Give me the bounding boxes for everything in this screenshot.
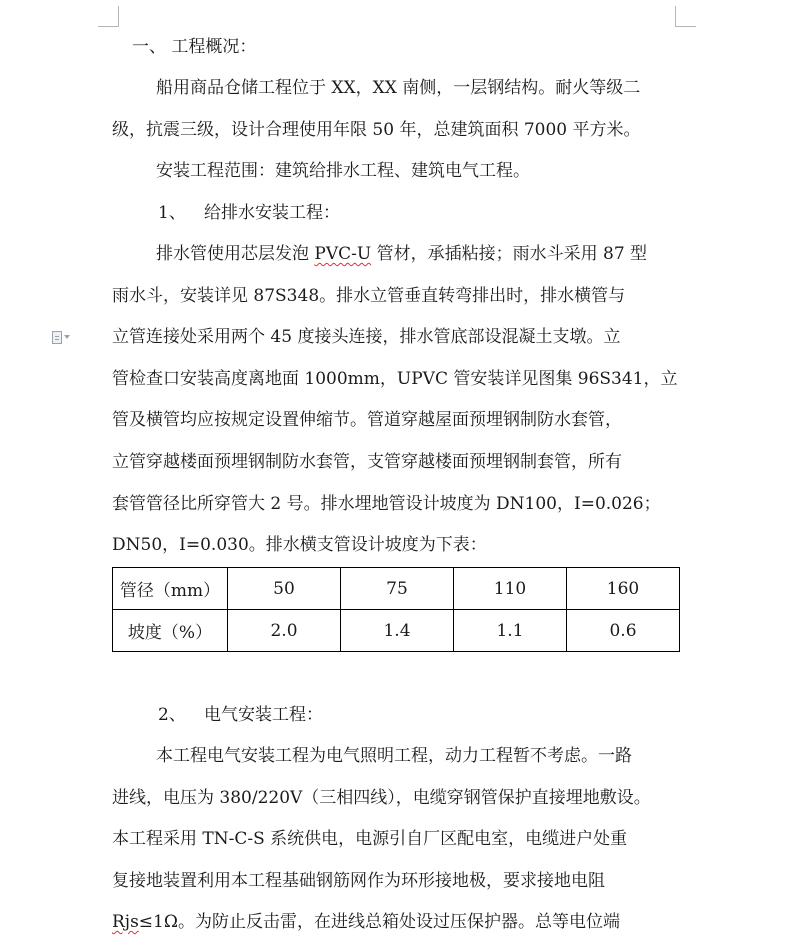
paragraph-line: 安装工程范围：建筑给排水工程、建筑电气工程。	[156, 161, 530, 181]
paragraph-line: 船用商品仓储工程位于 XX，XX 南侧，一层钢结构。耐火等级二	[156, 78, 641, 98]
table-cell: 坡度（%）	[113, 610, 228, 652]
paragraph-line: 本工程电气安装工程为电气照明工程，动力工程暂不考虑。一路	[156, 746, 632, 766]
subsection-number: 1、	[158, 203, 186, 223]
table-cell: 2.0	[228, 610, 341, 652]
table-cell: 50	[228, 568, 341, 610]
paragraph-line: Rjs≤1Ω。为防止反击雷，在进线总箱处设过压保护器。总等电位端	[112, 912, 620, 932]
table-cell: 160	[567, 568, 680, 610]
spellcheck-underlined-word: Rjs	[112, 912, 139, 932]
paragraph-line: 管及横管均应按规定设置伸缩节。管道穿越屋面预埋钢制防水套管，	[112, 410, 622, 430]
section-heading: 一、 工程概况：	[132, 37, 257, 57]
spellcheck-underlined-word: PVC-U	[314, 244, 372, 264]
document-icon	[52, 331, 62, 344]
paragraph-line: 雨水斗，安装详见 87S348。排水立管垂直转弯排出时，排水横管与	[112, 286, 626, 306]
slope-table	[112, 567, 680, 652]
table-cell: 1.1	[454, 610, 567, 652]
table-row	[113, 610, 680, 652]
subsection-number: 2、	[158, 705, 186, 725]
paragraph-line: 复接地装置利用本工程基础钢筋网作为环形接地极，要求接地电阻	[112, 871, 605, 891]
paragraph-line: 本工程采用 TN-C-S 系统供电，电源引自厂区配电室，电缆进户处重	[112, 829, 628, 849]
table-cell: 75	[341, 568, 454, 610]
paragraph-line: 排水管使用芯层发泡 PVC-U 管材，承插粘接；雨水斗采用 87 型	[156, 244, 648, 264]
table-cell: 管径（mm）	[113, 568, 228, 610]
table-cell: 1.4	[341, 610, 454, 652]
table-row	[113, 568, 680, 610]
paragraph-line: 立管穿越楼面预埋钢制防水套管，支管穿越楼面预埋钢制套管，所有	[112, 452, 622, 472]
paragraph-line: DN50，I=0.030。排水横支管设计坡度为下表：	[112, 535, 487, 555]
paragraph-line: 管检查口安装高度离地面 1000mm，UPVC 管安装详见图集 96S341，立	[112, 369, 678, 389]
table-cell: 0.6	[567, 610, 680, 652]
subsection-title: 给排水安装工程：	[204, 203, 340, 223]
paragraph-layout-icon[interactable]	[52, 329, 80, 345]
paragraph-line: 立管连接处采用两个 45 度接头连接，排水管底部设混凝土支墩。立	[112, 327, 621, 347]
page-corner-mark-top-left	[98, 6, 119, 27]
chevron-down-icon	[64, 335, 70, 339]
paragraph-line: 套管管径比所穿管大 2 号。排水埋地管设计坡度为 DN100，I=0.026；	[112, 494, 661, 514]
paragraph-line: 级，抗震三级，设计合理使用年限 50 年，总建筑面积 7000 平方米。	[112, 120, 641, 140]
page-corner-mark-top-right	[675, 6, 696, 27]
subsection-title: 电气安装工程：	[204, 705, 323, 725]
paragraph-line: 进线，电压为 380/220V（三相四线），电缆穿钢管保护直接埋地敷设。	[112, 788, 651, 808]
table-cell: 110	[454, 568, 567, 610]
